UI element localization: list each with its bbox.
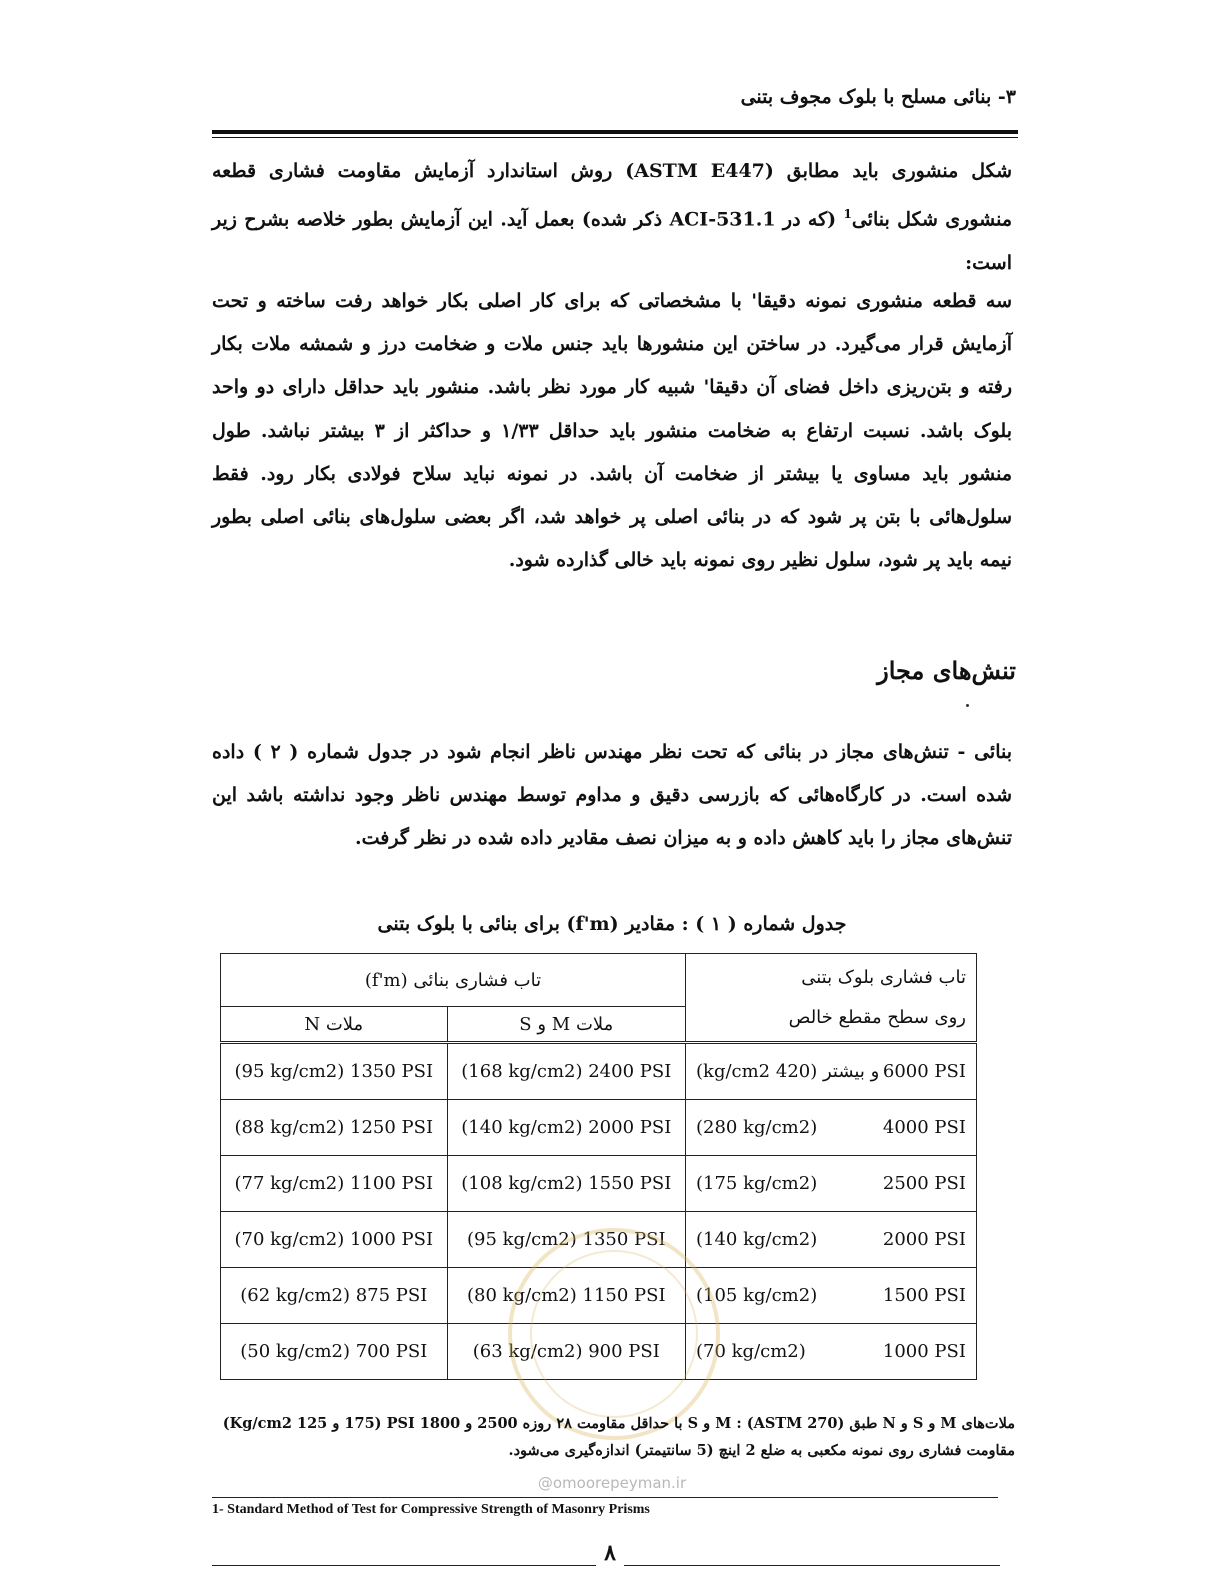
block-header-line1: تاب فشاری بلوک بتنی xyxy=(801,966,966,988)
block-header-line2: روی سطح مقطع خالص xyxy=(788,1006,966,1028)
section-heading: تنش‌های مجاز xyxy=(877,656,1016,685)
stray-dot xyxy=(966,704,969,707)
mortar-n-cell: (70 kg/cm2) 1000 PSI xyxy=(221,1212,448,1268)
block-kg: (105 kg/cm2) xyxy=(696,1285,818,1306)
footnote-marker: 1 xyxy=(843,207,852,222)
mortar-n-cell: (88 kg/cm2) 1250 PSI xyxy=(221,1100,448,1156)
table-row xyxy=(221,1212,977,1268)
mortar-ms-cell: (95 kg/cm2) 1350 PSI xyxy=(447,1212,685,1268)
block-kg: (70 kg/cm2) xyxy=(696,1341,806,1362)
block-psi: 1000 PSI xyxy=(882,1341,966,1362)
mortar-ms-header: ملات M و S xyxy=(447,1007,685,1043)
mortar-ms-cell: (140 kg/cm2) 2000 PSI xyxy=(447,1100,685,1156)
mortar-ms-cell: (80 kg/cm2) 1150 PSI xyxy=(447,1268,685,1324)
block-strength-header xyxy=(686,954,977,1043)
table-row xyxy=(221,1268,977,1324)
header-rule-thin xyxy=(212,137,1018,138)
paragraph-allowable-stress: بنائی - تنش‌های مجاز در بنائی که تحت نظر مهندس ناظر انجام شود در جدول شماره ( ۲ ) داده شده است. در کارگاه‌هائی که بازرسی دقیق و مداوم توسط مهندس ناظر وجود نداشته باشد این تنش‌های مجاز را باید کاهش داده و به میزان نصف مقادیر داده شده در نظر گرفت. xyxy=(212,741,1012,850)
block-strength-cell xyxy=(686,1212,977,1268)
block-strength-cell xyxy=(686,1324,977,1380)
table-row xyxy=(221,1043,977,1100)
block-strength-cell xyxy=(686,1268,977,1324)
paragraph-text: (که در ACI-531.1 ذکر شده) بعمل آید. این آزمایش بطور خلاصه بشرح زیر است: xyxy=(212,208,1012,274)
watermark-url: @omoorepeyman.ir xyxy=(537,1474,687,1492)
table-row xyxy=(221,1100,977,1156)
block-psi: 2000 PSI xyxy=(882,1229,966,1250)
block-psi: 1500 PSI xyxy=(882,1285,966,1306)
masonry-strength-header: تاب فشاری بنائی (f'm) xyxy=(221,954,686,1007)
mortar-n-header: ملات N xyxy=(221,1007,448,1043)
mortar-n-cell: (77 kg/cm2) 1100 PSI xyxy=(221,1156,448,1212)
block-kg: و بیشتر (420 kg/cm2) xyxy=(696,1061,880,1082)
running-header: ۳- بنائی مسلح با بلوک مجوف بتنی xyxy=(740,86,1016,108)
mortar-ms-cell: (108 kg/cm2) 1550 PSI xyxy=(447,1156,685,1212)
mortar-n-cell: (50 kg/cm2) 700 PSI xyxy=(221,1324,448,1380)
block-strength-cell xyxy=(686,1043,977,1100)
block-strength-cell xyxy=(686,1100,977,1156)
page-rule-left xyxy=(212,1565,596,1566)
paragraph-prism-procedure: سه قطعه منشوری نمونه دقیقا' با مشخصاتی که برای کار اصلی بکار خواهد رفت ساخته و تحت آزمایش قرار می‌گیرد. در ساختن این منشورها باید جنس ملات و ضخامت درز و شمشه ملات بکار رفته و بتن‌ریزی داخل فضای آن دقیقا' شبیه کار مورد نظر باشد. منشور باید حداقل دارای دو واحد بلوک باشد. نسبت ارتفاع به ضخامت منشور باید حداقل ۱/۳۳ و حداکثر از ۳ بیشتر نباشد. طول منشور باید مساوی یا بیشتر از ضخامت آن باشد. در نمونه نباید سلاح فولادی بکار رود. فقط سلول‌هائی با بتن پر شود که در بنائی اصلی پر خواهد شد، اگر بعضی سلول‌های بنائی اصلی بطور نیمه باید پر شود، سلول نظیر روی نمونه باید خالی گذارده شود. xyxy=(212,290,1012,572)
fm-values-table xyxy=(220,953,977,1380)
block-psi: 4000 PSI xyxy=(882,1117,966,1138)
table-row xyxy=(221,1324,977,1380)
mortar-ms-cell: (168 kg/cm2) 2400 PSI xyxy=(447,1043,685,1100)
table-caption: جدول شماره ( ۱ ) : مقادیر (f'm) برای بنائی با بلوک بتنی xyxy=(377,913,847,935)
mortar-ms-cell: (63 kg/cm2) 900 PSI xyxy=(447,1324,685,1380)
block-strength-cell xyxy=(686,1156,977,1212)
table-note: ملات‌های M و S و N طبق (ASTM 270) : M و S با حداقل مقاومت ۲۸ روزه 2500 و PSI 1800 (175 و 125 Kg/cm2) مقاومت فشاری روی نمونه مکعبی به ضلع 2 اینچ (5 سانتیمتر) اندازه‌گیری می‌شود. xyxy=(222,1415,1015,1459)
paragraph-astm-method xyxy=(212,150,1012,285)
footnote-rule xyxy=(212,1497,998,1498)
paragraph-text: شکل منشوری باید مطابق (ASTM E447) روش استاندارد آزمایش مقاومت فشاری قطعه منشوری شکل بنائی xyxy=(212,160,1013,231)
block-psi: 6000 PSI xyxy=(882,1061,966,1082)
block-kg: (280 kg/cm2) xyxy=(696,1117,818,1138)
page-rule-right xyxy=(624,1565,1000,1566)
footnote: 1- Standard Method of Test for Compressive Strength of Masonry Prisms xyxy=(212,1502,650,1517)
page-number: ۸ xyxy=(604,1540,616,1566)
table-row xyxy=(221,1156,977,1212)
block-kg: (140 kg/cm2) xyxy=(696,1229,818,1250)
block-kg: (175 kg/cm2) xyxy=(696,1173,818,1194)
mortar-n-cell: (95 kg/cm2) 1350 PSI xyxy=(221,1043,448,1100)
block-psi: 2500 PSI xyxy=(882,1173,966,1194)
mortar-n-cell: (62 kg/cm2) 875 PSI xyxy=(221,1268,448,1324)
header-rule-thick xyxy=(212,130,1018,134)
